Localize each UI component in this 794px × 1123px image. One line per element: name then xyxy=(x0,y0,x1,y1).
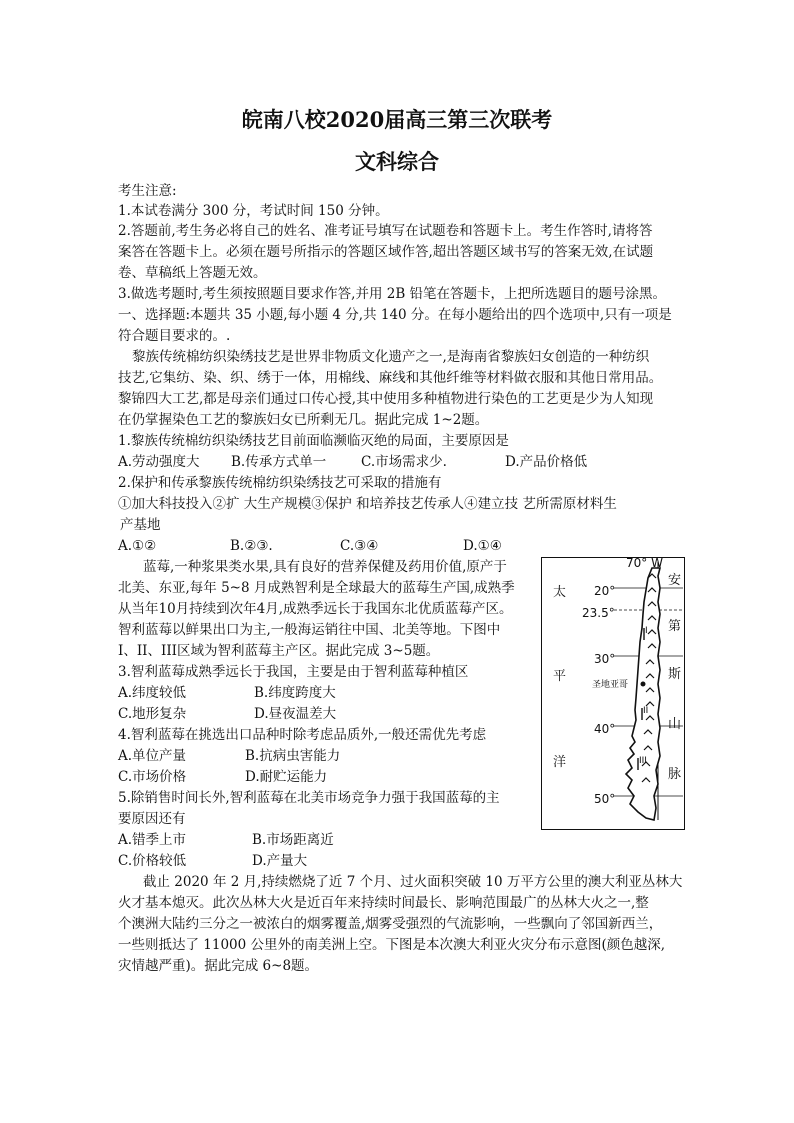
latitude-23-label: 23.5° xyxy=(582,606,615,620)
q5-option-c: C.价格较低 xyxy=(118,853,187,869)
passage-3-line-2: 火才基本熄灭。此次丛林大火是近百年来持续时间最长、影响范围最广的丛林大火之一,整 xyxy=(118,895,649,911)
q5-option-a: A.错季上市 xyxy=(118,832,187,848)
passage-1-line-4: 在仍掌握染色工艺的黎族妇女已所剩无几。据此完成 1~2题。 xyxy=(118,412,489,428)
q3-stem: 3.智利蓝莓成熟季远长于我国，主要是由于智利蓝莓种植区 xyxy=(118,664,469,680)
q1-option-b: B.传承方式单一 xyxy=(231,454,327,470)
q3-option-b: B.纬度跨度大 xyxy=(254,685,336,701)
notice-line-3: 3.做选考题时,考生须按照题目要求作答,并用 2B 铅笔在答题卡，上把所选题目的题号涂黑。 xyxy=(118,286,667,302)
q2-option-c: C.③④ xyxy=(340,538,379,554)
mountain-label-4: 山 xyxy=(668,717,682,732)
passage-2-line-3: 从当年10月持续到次年4月,成熟季远长于我国东北优质蓝莓产区。 xyxy=(118,601,513,617)
passage-2-line-2: 北美、东亚,每年 5~8 月成熟智利是全球最大的蓝莓生产国,成熟季 xyxy=(118,580,515,596)
ocean-label-1: 太 xyxy=(553,585,567,600)
passage-1-line-2: 技艺,它集纺、染、织、绣于一体，用棉线、麻线和其他纤维等材料做衣服和其他日常用品。 xyxy=(118,370,663,386)
q4-stem: 4.智利蓝莓在挑选出口品种时除考虑品质外,一般还需优先考虑 xyxy=(118,727,487,743)
q2-option-d: D.①④ xyxy=(463,538,502,554)
q5-stem-line-2: 要原因还有 xyxy=(118,811,186,827)
q5-stem-line-1: 5.除销售时间长外,智利蓝莓在北美市场竞争力强于我国蓝莓的主 xyxy=(118,790,500,806)
notice-line-1: 1.本试卷满分 300 分，考试时间 150 分钟。 xyxy=(118,203,389,219)
q5-option-d: D.产量大 xyxy=(252,853,308,869)
santiago-label: 圣地亚哥 xyxy=(592,680,629,690)
latitude-30-label: 30° xyxy=(594,652,616,666)
region-3-label: III xyxy=(639,756,647,766)
q3-option-c: C.地形复杂 xyxy=(118,706,187,722)
q1-option-d: D.产品价格低 xyxy=(505,454,588,470)
mountain-label-1: 安 xyxy=(668,573,682,588)
passage-3-line-5: 灾情越严重)。据此完成 6~8题。 xyxy=(118,958,319,974)
passage-1-line-1: 黎族传统棉纺织染绣技艺是世界非物质文化遗产之一,是海南省黎族妇女创造的一种纺织 xyxy=(132,349,650,365)
q1-option-c: C.市场需求少. xyxy=(361,454,447,470)
exam-title: 皖南八校2020届高三第三次联考 xyxy=(241,107,553,132)
latitude-20-label: 20° xyxy=(594,584,616,598)
passage-3-line-3: 个澳洲大陆约三分之一被浓白的烟雾覆盖,烟雾受强烈的气流影响，一些飘向了邻国新西兰， xyxy=(118,916,663,932)
q5-option-b: B.市场距离近 xyxy=(252,832,334,848)
q3-option-d: D.昼夜温差大 xyxy=(254,706,337,722)
exam-subject: 文科综合 xyxy=(355,149,439,174)
passage-3-line-4: 一些则抵达了 11000 公里外的南美洲上空。下图是本次澳大利亚火灾分布示意图(颜色越深, xyxy=(118,937,666,953)
q1-stem: 1.黎族传统棉纺织染绣技艺目前面临濒临灭绝的局面，主要原因是 xyxy=(118,433,509,449)
passage-2-line-4: 智利蓝莓以鲜果出口为主,一般海运销往中国、北美等地。下图中 xyxy=(118,622,501,638)
q4-option-d: D.耐贮运能力 xyxy=(245,769,328,785)
q4-option-c: C.市场价格 xyxy=(118,769,187,785)
passage-3-line-1: 截止 2020 年 2 月,持续燃烧了近 7 个月、过火面积突破 10 万平方公里的澳大利亚丛林大 xyxy=(143,874,683,890)
notice-line-2b: 案答在答题卡上。必须在题号所指示的答题区域作答,超出答题区域书写的答案无效,在试题 xyxy=(118,244,654,260)
section-1-intro-b: 符合题目要求的。. xyxy=(118,328,231,344)
q2-statement-2: 产基地 xyxy=(120,517,161,533)
q4-option-b: B.抗病虫害能力 xyxy=(245,748,341,764)
q2-stem: 2.保护和传承黎族传统棉纺织染绣技艺可采取的措施有 xyxy=(118,475,442,491)
santiago-marker xyxy=(641,682,646,687)
q1-option-a: A.劳动强度大 xyxy=(118,454,200,470)
ocean-label-2: 平 xyxy=(553,669,567,684)
q4-option-a: A.单位产量 xyxy=(118,748,187,764)
mountain-label-3: 斯 xyxy=(668,667,682,682)
latitude-40-label: 40° xyxy=(594,722,616,736)
q2-option-b: B.②③. xyxy=(230,538,273,554)
chile-coastline xyxy=(626,568,660,820)
section-1-intro-a: 一、选择题:本题共 35 小题,每小题 4 分,共 140 分。在每小题给出的四个选项中,只有一项是 xyxy=(118,307,672,323)
region-2-label: II xyxy=(643,706,649,716)
q2-statement-1: ①加大科技投入②扩 大生产规模③保护 和培养技艺传承人④建立技 艺所需原材料生 xyxy=(118,496,617,512)
mountain-label-5: 脉 xyxy=(668,767,682,782)
chile-map-figure xyxy=(541,557,685,830)
region-1-label: I xyxy=(645,626,648,636)
passage-2-line-5: I、II、III区域为智利蓝莓主产区。据此完成 3~5题。 xyxy=(118,643,440,659)
q3-option-a: A.纬度较低 xyxy=(118,685,187,701)
notice-heading: 考生注意: xyxy=(118,183,177,199)
passage-1-line-3: 黎锦四大工艺,都是母亲们通过口传心授,其中使用多种植物进行染色的工艺更是少为人知现 xyxy=(118,391,654,407)
longitude-label: 70° W xyxy=(626,556,663,570)
mountain-label-2: 第 xyxy=(668,619,682,634)
passage-2-line-1: 蓝莓,一种浆果类水果,具有良好的营养保健及药用价值,原产于 xyxy=(143,559,507,575)
ocean-label-3: 洋 xyxy=(553,755,567,770)
q2-option-a: A.①② xyxy=(118,538,157,554)
notice-line-2a: 2.答题前,考生务必将自己的姓名、准考证号填写在试题卷和答题卡上。考生作答时,请将答 xyxy=(118,223,653,239)
latitude-50-label: 50° xyxy=(594,792,616,806)
notice-line-2c: 卷、草稿纸上答题无效。 xyxy=(118,265,267,281)
